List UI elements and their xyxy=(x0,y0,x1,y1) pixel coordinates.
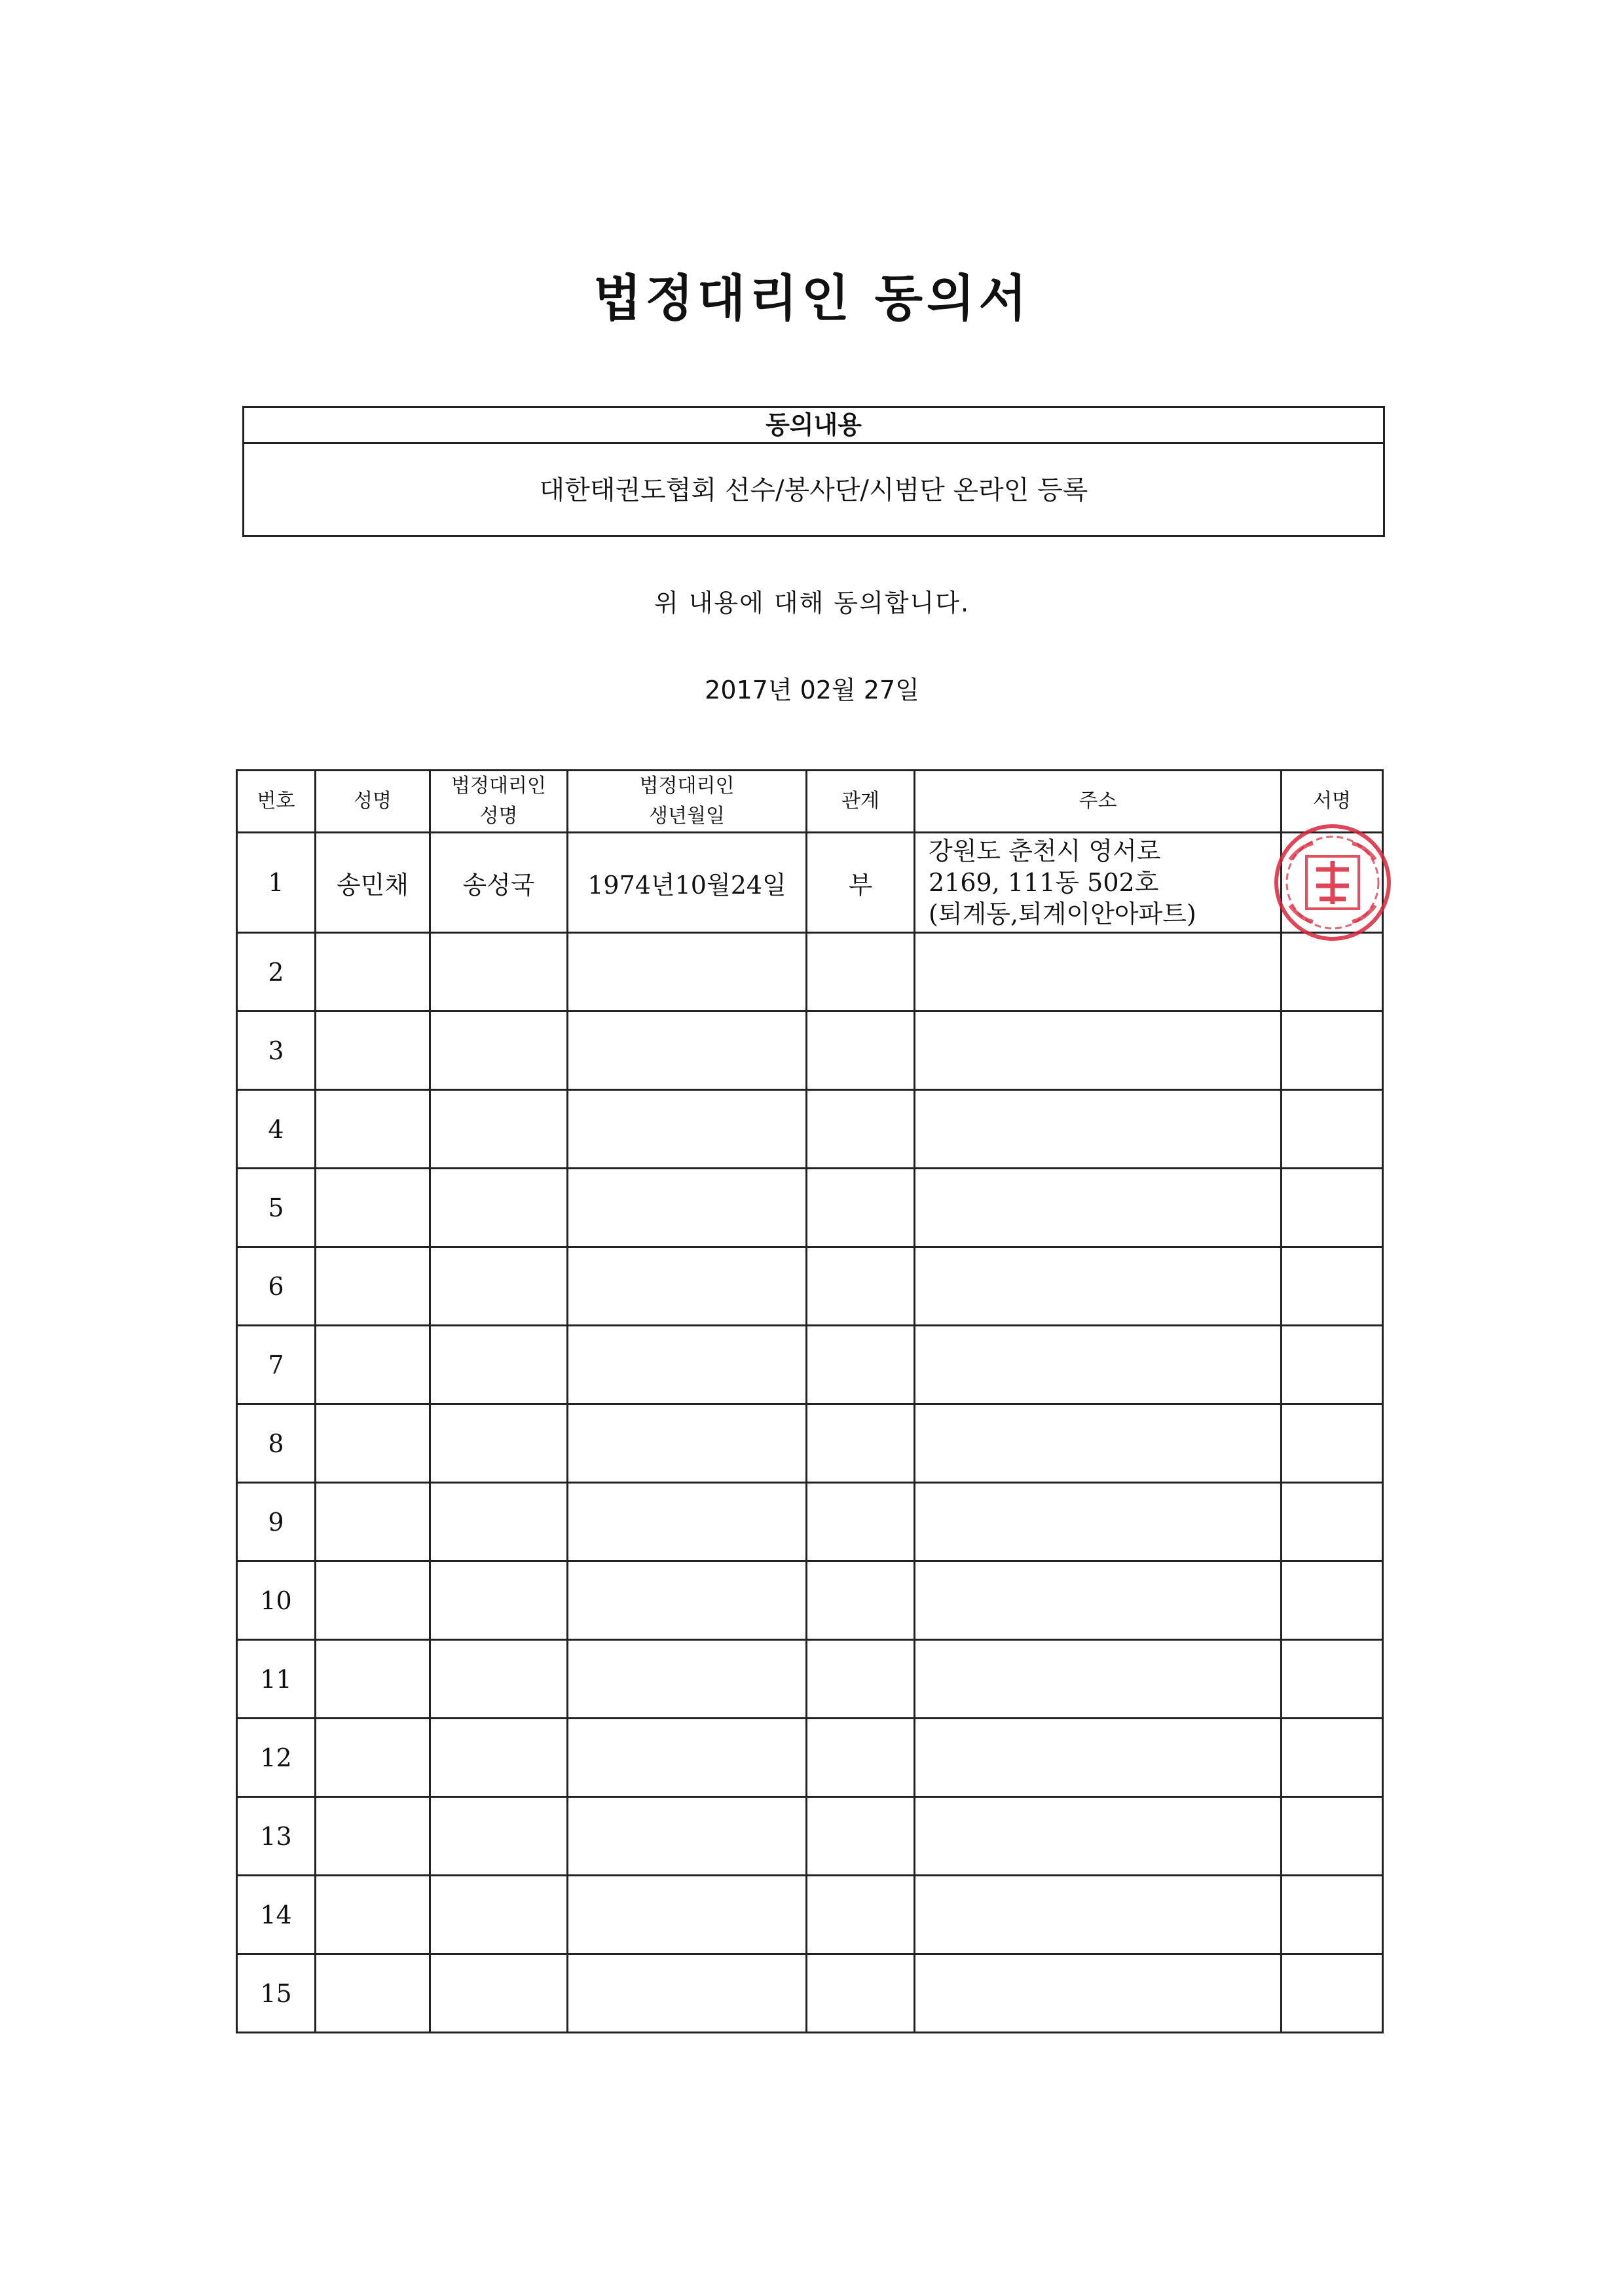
header-address: 주소 xyxy=(915,771,1282,833)
table-row xyxy=(237,1169,1383,1247)
table-row xyxy=(237,1404,1383,1483)
table-row xyxy=(237,1719,1383,1797)
row-number: 7 xyxy=(237,1326,316,1404)
table-row xyxy=(237,1640,1383,1719)
row-number: 3 xyxy=(237,1011,316,1090)
consent-box xyxy=(242,406,1385,537)
row-number: 12 xyxy=(237,1719,316,1797)
student-name: 송민채 xyxy=(316,833,430,933)
row-number: 9 xyxy=(237,1483,316,1561)
relation: 부 xyxy=(807,833,915,933)
header-guardian-dob: 법정대리인 생년월일 xyxy=(568,771,807,833)
seal-stamp-icon xyxy=(1270,820,1395,945)
registration-table xyxy=(236,769,1384,2033)
document-title: 법정대리인 동의서 xyxy=(593,269,1031,327)
header-relation: 관계 xyxy=(807,771,915,833)
agreement-statement: 위 내용에 대해 동의합니다. xyxy=(654,589,970,617)
table-row xyxy=(237,933,1383,1011)
consent-content: 대한태권도협회 선수/봉사단/시범단 온라인 등록 xyxy=(539,475,1088,505)
header-signature: 서명 xyxy=(1282,771,1383,833)
signature-cell xyxy=(1282,833,1383,933)
row-number: 15 xyxy=(237,1954,316,2033)
table-row xyxy=(237,1954,1383,2033)
table-header-row xyxy=(237,771,1383,833)
table-row xyxy=(237,1247,1383,1326)
row-number: 14 xyxy=(237,1876,316,1954)
table-row xyxy=(237,1797,1383,1876)
guardian-dob: 1974년10월24일 xyxy=(568,833,807,933)
table-row xyxy=(237,833,1383,933)
header-guardian-name: 법정대리인 성명 xyxy=(430,771,568,833)
table-row xyxy=(237,1561,1383,1640)
row-number: 11 xyxy=(237,1640,316,1719)
consent-header: 동의내용 xyxy=(244,408,1383,444)
row-number: 10 xyxy=(237,1561,316,1640)
row-number: 5 xyxy=(237,1169,316,1247)
address: 강원도 춘천시 영서로 2169, 111동 502호 (퇴계동,퇴계이안아파트) xyxy=(915,833,1282,933)
row-number: 13 xyxy=(237,1797,316,1876)
table-row xyxy=(237,1090,1383,1169)
row-number: 1 xyxy=(237,833,316,933)
row-number: 2 xyxy=(237,933,316,1011)
table-row xyxy=(237,1326,1383,1404)
header-no: 번호 xyxy=(237,771,316,833)
table-row xyxy=(237,1011,1383,1090)
guardian-name: 송성국 xyxy=(430,833,568,933)
table-row xyxy=(237,1483,1383,1561)
row-number: 6 xyxy=(237,1247,316,1326)
header-name: 성명 xyxy=(316,771,430,833)
document-date: 2017년 02월 27일 xyxy=(705,676,919,704)
table-row xyxy=(237,1876,1383,1954)
row-number: 8 xyxy=(237,1404,316,1483)
row-number: 4 xyxy=(237,1090,316,1169)
